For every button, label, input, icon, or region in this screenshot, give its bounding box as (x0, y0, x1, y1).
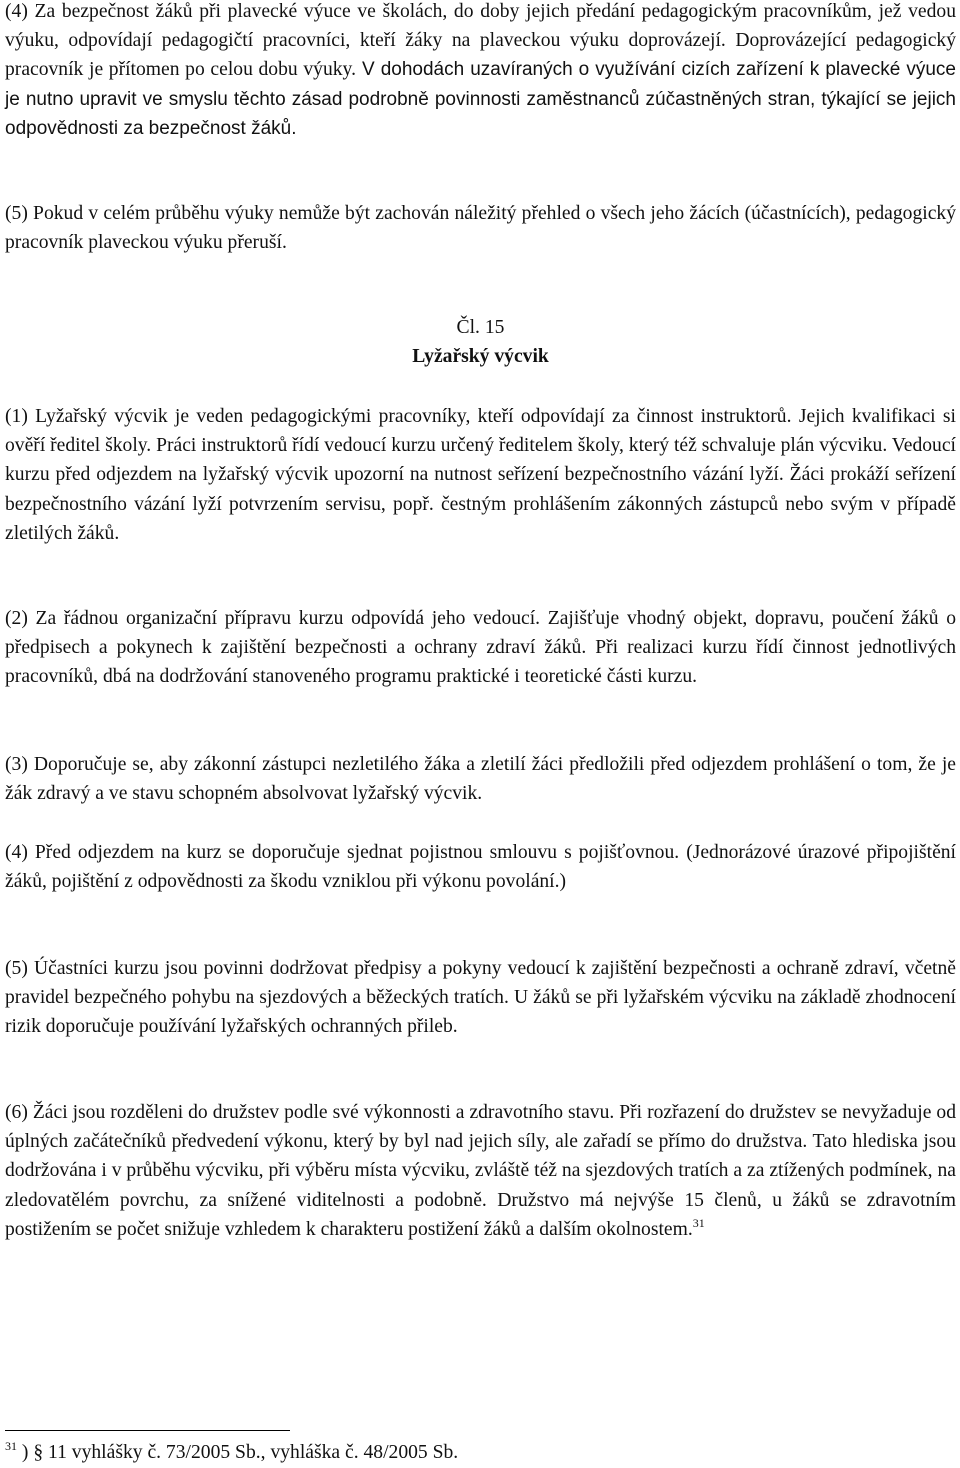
paragraph-ski-3: (3) Doporučuje se, aby zákonní zástupci nezletilého žáka a zletilí žáci předložili před odjezdem prohlášení o tom, že je žák zdravý a ve stavu schopném absolvovat lyžařský výcvik. (5, 754, 956, 805)
paragraph-swim-5: (5) Pokud v celém průběhu výuky nemůže být zachován náležitý přehled o všech jeho žácích (účastnících), pedagogický pracovník plaveckou výuku přeruší. (5, 203, 956, 254)
footnote-marker: 31 (5, 1439, 17, 1453)
footnote-text: ) § 11 vyhlášky č. 73/2005 Sb., vyhláška č. 48/2005 Sb. (21, 1442, 459, 1463)
paragraph-ski-5: (5) Účastníci kurzu jsou povinni dodržovat předpisy a pokyny vedoucí k zajištění bezpečnosti a ochraně zdraví, včetně pravidel bezpečného pohybu na sjezdových a běžeckých tratích. U žáků se při lyžařském výcviku na základě zhodnocení rizik doporučuje používání lyžařských ochranných přileb. (5, 958, 956, 1038)
paragraph-swim-4-serif: (4) Za bezpečnost žáků při plavecké výuce ve školách, do doby jejich předání pedagogickým pracovníkům, jež vedou výuku, odpovídají pedagogičtí pracovníci, kteří žáky na plaveckou výuku doprovázejí. Doprovázející pedagogický pracovník je přítomen po celou dobu výuky. (5, 1, 956, 81)
paragraph-ski-6-text: (6) Žáci jsou rozděleni do družstev podle své výkonnosti a zdravotního stavu. Při rozřazení do družstev se nevyžaduje od úplných začátečníků předvedení výkonu, který by byl nad jejich síly, ale zařadí se přímo do družstva. Tato hlediska jsou dodržována i v průběhu výcviku, při výběru místa výcviku, zvláště též na sjezdových tratích a za ztížených podmínek, na zledovatělém povrchu, za snížené viditelnosti a podobně. Družstvo má nejvýše 15 členů, u žáků se zdravotním postižením se počet snižuje vzhledem k charakteru postižení žáků a dalším okolnostem. (5, 1102, 956, 1240)
paragraph-swim-4-sans: V dohodách uzavíraných o využívání cizích zařízení k plavecké výuce je nutno upravit ve smyslu těchto zásad podrobně povinnosti zaměstnanců zúčastněných stran, týkající se jejich odpovědnosti za bezpečnost žáků. (5, 59, 956, 140)
paragraph-swim-4 (5, 0, 956, 144)
footnote-reference[interactable]: 31 (692, 1215, 705, 1230)
paragraph-ski-4: (4) Před odjezdem na kurz se doporučuje sjednat pojistnou smlouvu s pojišťovnou. (Jednorázové úrazové připojištění žáků, pojištění z odpovědnosti za škodu vzniklou při výkonu povolání.) (5, 842, 956, 893)
paragraph-ski-1: (1) Lyžařský výcvik je veden pedagogickými pracovníky, kteří odpovídají za činnost instruktorů. Jejich kvalifikaci si ověří ředitel školy. Práci instruktorů řídí vedoucí kurzu určený ředitelem školy, který též schvaluje plán výcviku. Vedoucí kurzu před odjezdem na lyžařský výcvik upozorní na nutnost seřízení bezpečnostního vázání lyží. Žáci prokáží seřízení bezpečnostního vázání lyží potvrzením servisu, popř. čestným prohlášením zákonných zástupců nebo svým v případě zletilých žáků. (5, 406, 956, 544)
paragraph-ski-6 (5, 1098, 956, 1244)
footnote-divider (5, 1430, 290, 1431)
footnote (5, 1441, 458, 1465)
article-number: Čl. 15 (456, 317, 505, 338)
article-title: Lyžařský výcvik (412, 346, 549, 367)
paragraph-ski-2: (2) Za řádnou organizační přípravu kurzu odpovídá jeho vedoucí. Zajišťuje vhodný objekt, dopravu, poučení žáků o předpisech a pokynech k zajištění bezpečnosti a ochrany zdraví žáků. Při realizaci kurzu řídí činnost jednotlivých pracovníků, dbá na dodržování stanoveného programu praktické i teoretické části kurzu. (5, 608, 956, 688)
